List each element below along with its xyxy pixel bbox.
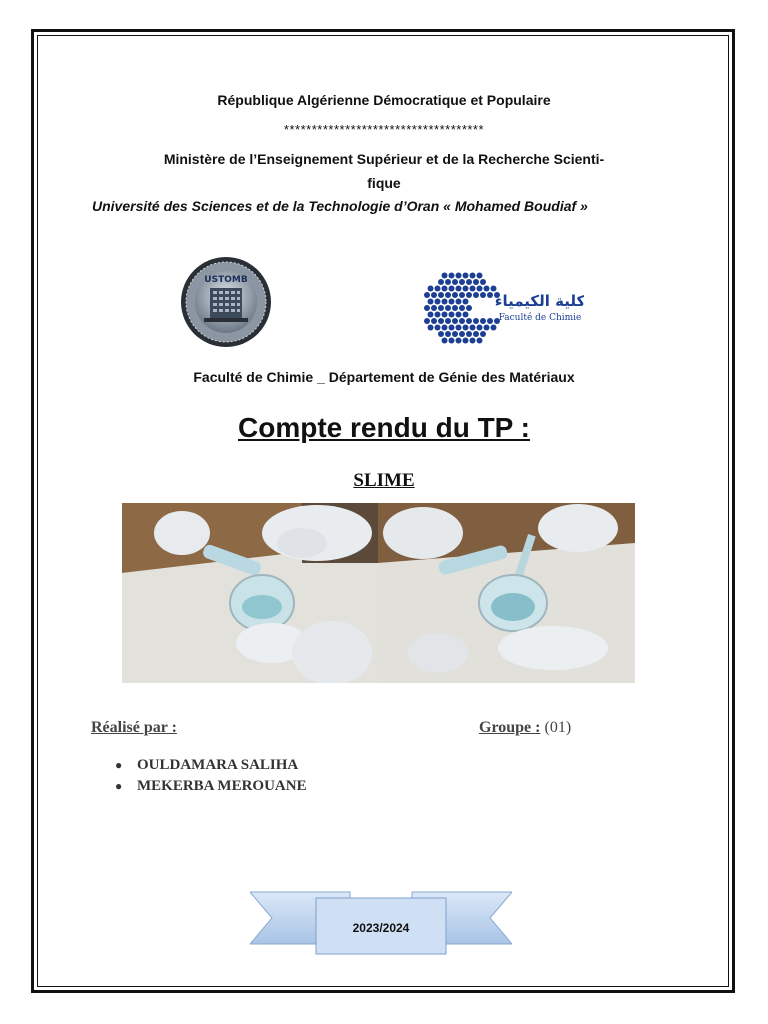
lab-photo-stirring [378, 503, 635, 683]
logo-dot [442, 325, 448, 331]
logo-dot [428, 325, 434, 331]
department-heading: Faculté de Chimie _ Département de Génie des Matériaux [193, 369, 575, 385]
logo-dot [445, 318, 451, 324]
logo-dot [431, 305, 437, 311]
logo-dot [435, 312, 441, 318]
logo-dot [435, 286, 441, 292]
logo-dot [491, 286, 497, 292]
logo-dot [431, 292, 437, 298]
logo-dot [466, 279, 472, 285]
logo-dot [452, 305, 458, 311]
authors-label: Réalisé par : [91, 719, 177, 736]
logo-dot [449, 299, 455, 305]
logo-dot [456, 273, 462, 279]
logo-dot [452, 279, 458, 285]
logo-dot [424, 305, 430, 311]
stars-separator: ************************************ [283, 122, 485, 137]
author-name: MEKERBA MEROUANE [137, 778, 307, 794]
list-item [115, 757, 298, 774]
logo-dot [463, 299, 469, 305]
logo-dot [438, 305, 444, 311]
logo-dot [459, 292, 465, 298]
logo-dot [428, 312, 434, 318]
author-name: OULDAMARA SALIHA [137, 757, 299, 773]
republic-heading: République Algérienne Démocratique et Populaire [217, 92, 551, 108]
logo-dot [445, 331, 451, 337]
logo-dot [459, 305, 465, 311]
logo-dot [466, 292, 472, 298]
logo-dot [463, 273, 469, 279]
logo-dot [470, 325, 476, 331]
logo-dot [473, 318, 479, 324]
logo-dot [459, 279, 465, 285]
logo-dot [477, 338, 483, 344]
logo-dot [445, 305, 451, 311]
logo-dot [449, 286, 455, 292]
logo-dot [438, 292, 444, 298]
logo-dot [452, 331, 458, 337]
faculty-logo-text: Faculté de Chimie [498, 313, 582, 323]
logo-dot [459, 331, 465, 337]
group-label: Groupe : [479, 719, 541, 736]
academic-year: 2023/2024 [352, 921, 410, 935]
logo-dot [463, 286, 469, 292]
logo-dot [466, 331, 472, 337]
logo-dot [435, 325, 441, 331]
report-topic: SLIME [353, 470, 415, 491]
logo-dot [442, 286, 448, 292]
logo-dot [449, 338, 455, 344]
lab-photo-pouring [122, 503, 378, 683]
logo-dot [466, 305, 472, 311]
logo-dot [484, 325, 490, 331]
logo-dot [480, 331, 486, 337]
list-item [115, 778, 307, 795]
logo-dot [459, 318, 465, 324]
logo-dot [456, 325, 462, 331]
logo-dot [473, 292, 479, 298]
logo-dot [438, 318, 444, 324]
logo-dot [477, 286, 483, 292]
logo-dot [449, 312, 455, 318]
university-heading: Université des Sciences et de la Technologie d’Oran « Mohamed Boudiaf » [92, 198, 588, 214]
logo-dot [463, 325, 469, 331]
faculty-of-chemistry-logo [424, 264, 584, 352]
report-title: Compte rendu du TP : [238, 412, 530, 443]
logo-dot [456, 338, 462, 344]
logo-dot [449, 273, 455, 279]
logo-dot [442, 338, 448, 344]
logo-dot [473, 279, 479, 285]
logo-dot [480, 292, 486, 298]
logo-dot [463, 312, 469, 318]
seal-text: USTOMB [204, 275, 248, 285]
logo-dot [470, 338, 476, 344]
logo-dot [445, 279, 451, 285]
group-info [479, 719, 571, 737]
logo-dot [477, 325, 483, 331]
logo-dot [456, 286, 462, 292]
logo-dot [484, 286, 490, 292]
logo-dot [428, 286, 434, 292]
bullet-icon: ● [115, 758, 123, 772]
logo-dot [470, 286, 476, 292]
logo-dot [438, 279, 444, 285]
logo-dot [463, 338, 469, 344]
logo-dot [424, 318, 430, 324]
logo-dot [473, 331, 479, 337]
logo-dot [438, 331, 444, 337]
university-seal-logo [180, 256, 272, 348]
faculty-logo-arabic: كلية الكيمياء [494, 292, 584, 310]
bullet-icon: ● [115, 779, 123, 793]
logo-dot [480, 318, 486, 324]
logo-dot [456, 312, 462, 318]
logo-dot [452, 318, 458, 324]
ministry-heading-line2: fique [367, 175, 401, 191]
logo-dot [452, 292, 458, 298]
logo-dot [470, 273, 476, 279]
logo-dot [487, 318, 493, 324]
logo-dot [424, 292, 430, 298]
logo-dot [466, 318, 472, 324]
logo-dot [445, 292, 451, 298]
group-value: (01) [544, 719, 572, 736]
logo-dot [491, 325, 497, 331]
logo-dot [431, 318, 437, 324]
logo-dot [477, 273, 483, 279]
logo-dot [428, 299, 434, 305]
logo-dot [442, 312, 448, 318]
logo-dot [442, 273, 448, 279]
logo-dot [456, 299, 462, 305]
logo-dot [487, 292, 493, 298]
logo-dot [442, 299, 448, 305]
logo-dot [480, 279, 486, 285]
ministry-heading-line1: Ministère de l’Enseignement Supérieur et de la Recherche Scienti- [163, 151, 605, 167]
logo-dot [449, 325, 455, 331]
logo-dot [435, 299, 441, 305]
